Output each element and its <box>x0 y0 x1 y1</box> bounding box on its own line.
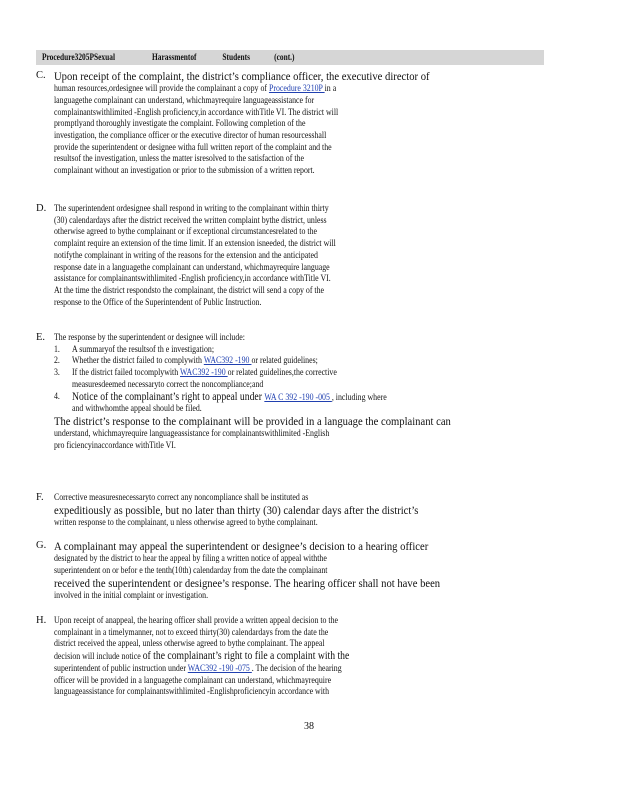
text-line: understand, whichmayrequire languageassistance for complainantswithlimited -English <box>54 428 330 440</box>
text-line: assistance for complainantswithlimited -English proficiency,in accordance withTitle VI. <box>54 273 331 285</box>
text-line: response date in a languagethe complainant can understand, whichmayrequire language <box>54 261 330 273</box>
text-segment: Notice of the complainant’s right to appeal under <box>72 388 265 403</box>
section-letter: E. <box>36 332 46 343</box>
text-line: provide the superintendent or designee witha full written report of the complaint and the <box>54 141 332 153</box>
text-line: At the time the district respondsto the complainant, the district will send a copy of the <box>54 284 325 296</box>
text-segment: human resources,ordesignee will provide the complainant a copy of <box>54 83 269 95</box>
policy-reference-link[interactable]: WA C 392 -190 -005 <box>264 391 332 403</box>
section-letter: F. <box>36 492 44 503</box>
text-line: (30) calendardays after the district received the written complaint bythe district, unless <box>54 214 327 226</box>
list-item <box>54 388 552 415</box>
text-segment: , including where <box>331 391 387 403</box>
text-segment: or related guidelines; <box>251 355 318 367</box>
list-item-number: 3. <box>54 367 60 379</box>
text-line: complainantswithlimited -English proficiency,in accordance withTitle VI. The district will <box>54 106 339 118</box>
text-line: Upon receipt of anappeal, the hearing officer shall provide a written appeal decision to the <box>54 615 339 626</box>
text-segment: or related guidelines,the corrective <box>227 367 337 379</box>
section-body <box>54 203 552 308</box>
text-line: languagethe complainant can understand, whichmayrequire languageassistance for <box>54 94 315 106</box>
list-item-text <box>72 344 552 356</box>
text-line: notifythe complainant in writing of the reasons for the extension and the anticipated <box>54 249 318 261</box>
section-body <box>54 492 552 529</box>
text-line: The superintendent ordesignee shall respond in writing to the complainant within thirty <box>54 203 329 214</box>
section-letter: H. <box>36 615 47 626</box>
section-body <box>54 615 552 698</box>
text-line: Upon receipt of the complaint, the district’s compliance officer, the executive director of <box>54 69 430 83</box>
policy-reference-link[interactable]: WAC392 -190 <box>180 367 228 379</box>
text-line <box>72 367 466 379</box>
page-number: 38 <box>304 721 314 732</box>
section-letter: D. <box>36 203 47 214</box>
text-line: A complainant may appeal the superintendent or designee’s decision to a hearing officer <box>54 539 429 553</box>
running-header: Procedure3205PSexual Harassmentof Students (cont.) <box>42 53 295 63</box>
text-line: involved in the initial complaint or investigation. <box>54 589 209 601</box>
policy-reference-link[interactable]: Procedure 3210P <box>268 83 325 95</box>
text-line: pro ficiencyinaccordance withTitle VI. <box>54 439 176 451</box>
section-body <box>54 332 552 452</box>
text-line: response to the Office of the Superintendent of Public Instruction. <box>54 296 262 308</box>
text-segment: If the district failed tocomplywith <box>72 367 181 379</box>
list-item <box>54 344 552 356</box>
text-line: complainant in a timelymanner, not to exceed thirty(30) calendardays from the date the <box>54 626 329 638</box>
list-item-number: 2. <box>54 355 60 367</box>
list-item-number: 1. <box>54 343 60 355</box>
list-item-text <box>72 355 552 367</box>
text-line: measuresdeemed necessaryto correct the noncompliance;and <box>72 378 264 390</box>
text-line: written response to the complainant, u nless otherwise agreed to bythe complainant. <box>54 516 318 528</box>
list-item-text <box>72 388 552 415</box>
text-segment: decision will include notice <box>54 651 143 663</box>
text-line: Corrective measuresnecessaryto correct any noncompliance shall be instituted as <box>54 492 309 503</box>
list-item <box>54 355 552 367</box>
section-letter: G. <box>36 540 47 551</box>
text-line: promptlyand thoroughly investigate the complaint. Following completion of the <box>54 118 306 130</box>
section-body <box>54 70 552 177</box>
text-line <box>54 663 462 675</box>
text-line <box>54 650 462 663</box>
list-item-text <box>72 367 552 390</box>
text-line: and withwhomthe appeal should be filed. <box>72 403 202 415</box>
text-line: investigation, the compliance officer or the executive director of human resourcesshall <box>54 130 327 142</box>
text-segment: Whether the district failed to complywith <box>72 355 204 367</box>
text-segment: superintendent of public instruction under <box>54 662 188 674</box>
text-line <box>72 355 466 367</box>
text-line: expeditiously as possible, but no later than thirty (30) calendar days after the district’s <box>54 502 419 517</box>
text-line: officer will be provided in a languagethe complainant can understand, whichmayrequire <box>54 674 332 686</box>
text-line: complaint require an extension of the time limit. If an extension isneeded, the district will <box>54 238 336 250</box>
text-line: complainant without an investigation or prior to the submission of a written report. <box>54 165 315 177</box>
text-line <box>72 388 466 404</box>
text-line: The district’s response to the complainant will be provided in a language the complainant can <box>54 413 451 428</box>
list-item <box>54 367 552 390</box>
text-segment: . The decision of the hearing <box>251 662 342 674</box>
text-segment: of the complainant’s right to file a complaint with the <box>142 648 350 663</box>
list-item-number: 4. <box>54 390 60 402</box>
text-line: The response by the superintendent or designee will include: <box>54 332 245 343</box>
section-letter: C. <box>36 70 46 81</box>
text-line: otherwise agreed to bythe complainant or if exceptional circumstancesrelated to the <box>54 226 318 238</box>
policy-reference-link[interactable]: WAC392 -190 -075 <box>187 662 252 674</box>
policy-reference-link[interactable]: WAC392 -190 <box>203 355 252 367</box>
text-line: languageassistance for complainantswithlimited -Englishproficiencyin accordance with <box>54 686 330 698</box>
text-line <box>54 83 462 95</box>
section-body <box>54 540 552 602</box>
text-line: resultsof the investigation, unless the matter isresolved to the satisfaction of the <box>54 153 304 165</box>
text-line: superintendent on or befor e the tenth(10th) calendarday from the date the complainant <box>54 564 328 576</box>
text-segment: in a <box>324 83 337 95</box>
text-line: received the superintendent or designee’s response. The hearing officer shall not have been <box>54 575 441 590</box>
text-line: district received the appeal, unless otherwise agreed to bythe complainant. The appeal <box>54 638 325 650</box>
text-line: designated by the district to hear the appeal by filing a written notice of appeal withthe <box>54 553 327 565</box>
text-line: A summaryof the resultsof th e investigation; <box>72 343 215 355</box>
